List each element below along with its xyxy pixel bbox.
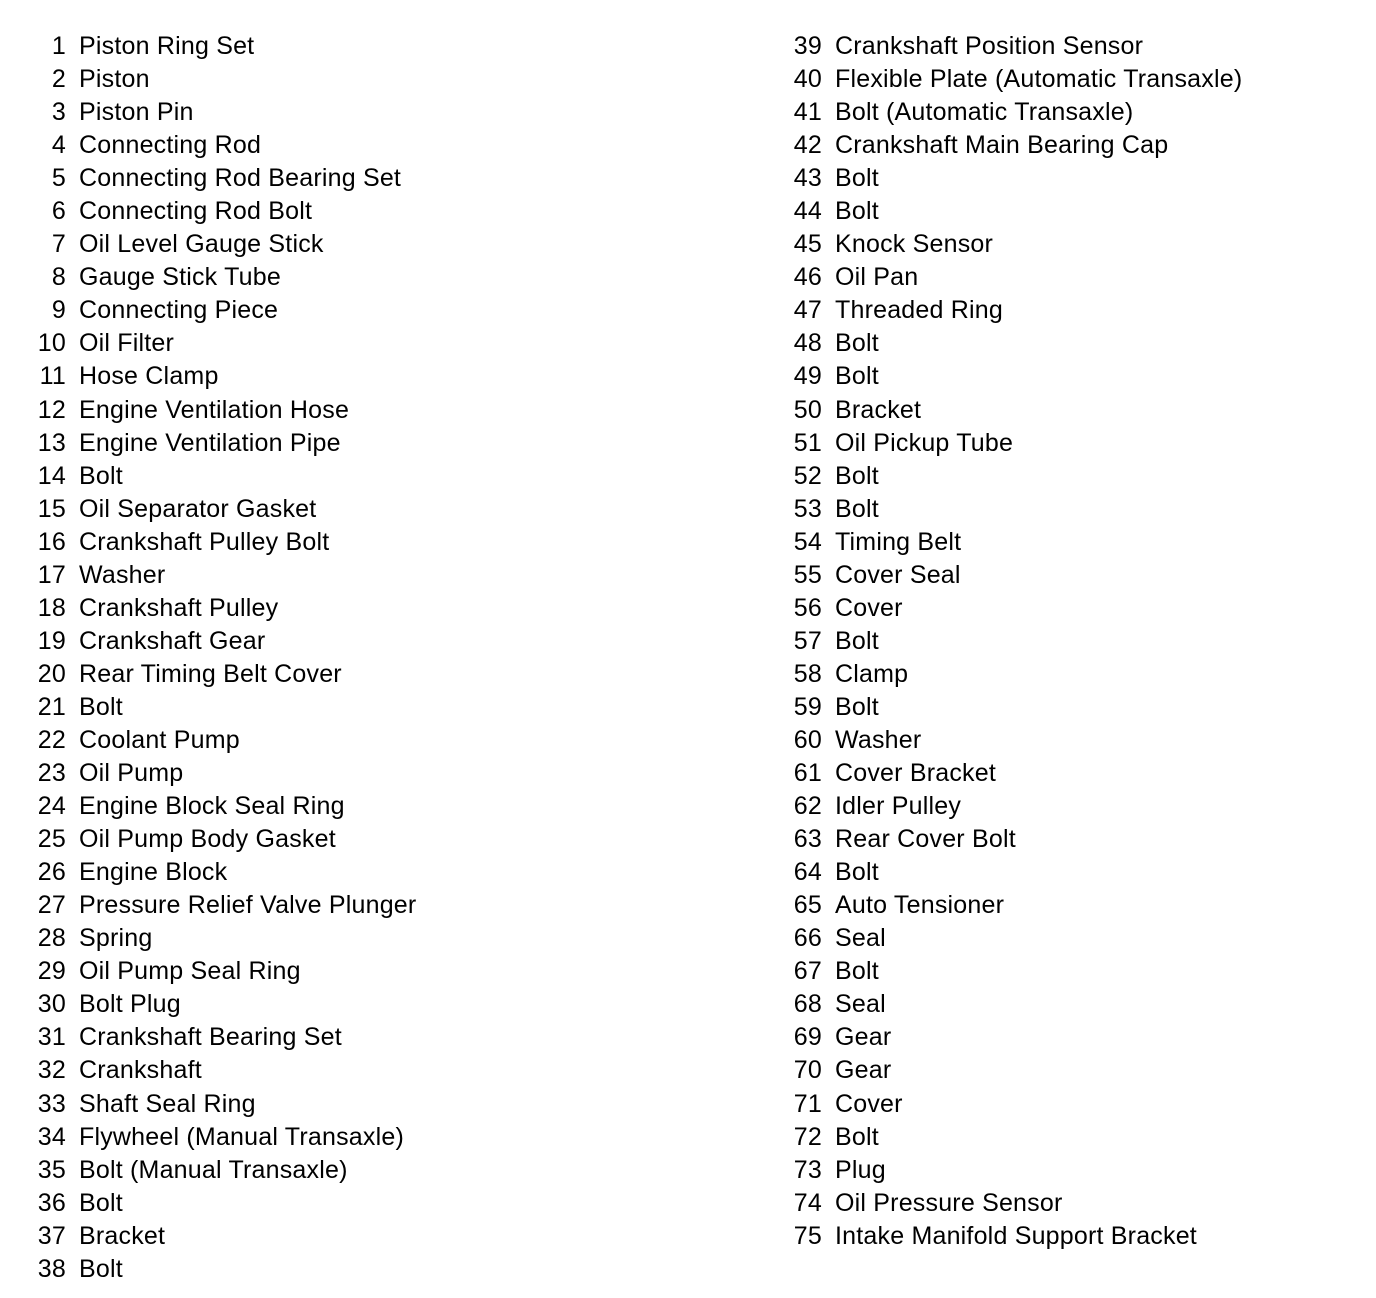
legend-item — [20, 559, 416, 592]
legend-item — [776, 129, 1242, 162]
legend-item — [20, 988, 416, 1021]
legend-item-label: Crankshaft Bearing Set — [79, 1023, 342, 1052]
legend-item — [20, 625, 416, 658]
legend-item-label: Bolt — [835, 461, 879, 490]
legend-item — [20, 195, 416, 228]
legend-item-label: Oil Separator Gasket — [79, 494, 317, 523]
legend-item-label: Spring — [79, 924, 153, 953]
legend-item — [20, 1054, 416, 1087]
legend-item — [20, 592, 416, 625]
legend-item-label: Piston — [79, 65, 150, 94]
legend-item-number: 24 — [37, 792, 66, 821]
legend-item-number: 74 — [793, 1188, 822, 1217]
legend-item-label: Connecting Rod Bearing Set — [79, 164, 402, 193]
legend-item — [20, 460, 416, 493]
legend-item-number: 73 — [793, 1155, 822, 1184]
legend-item — [20, 955, 416, 988]
legend-item-number: 15 — [37, 494, 66, 523]
legend-item-label: Oil Pressure Sensor — [835, 1188, 1063, 1217]
legend-item — [20, 261, 416, 294]
legend-item — [776, 889, 1242, 922]
legend-item — [776, 559, 1242, 592]
legend-item — [20, 691, 416, 724]
legend-item-number: 57 — [793, 626, 822, 655]
legend-item-label: Cover Seal — [835, 560, 961, 589]
legend-item-label: Coolant Pump — [79, 726, 240, 754]
legend-item — [776, 526, 1242, 559]
legend-item-label: Rear Cover Bolt — [835, 825, 1016, 854]
legend-item-label: Bolt — [835, 197, 879, 226]
legend-item-label: Shaft Seal Ring — [79, 1089, 256, 1118]
legend-item-number: 26 — [37, 858, 66, 887]
legend-item-number: 41 — [793, 98, 822, 127]
legend-item-label: Bolt — [79, 1188, 123, 1217]
legend-item-label: Bolt — [835, 329, 879, 358]
legend-item-number: 50 — [793, 395, 822, 424]
legend-item-label: Washer — [835, 726, 922, 754]
legend-item-label: Gauge Stick Tube — [79, 263, 281, 292]
legend-item-number: 28 — [37, 924, 66, 953]
legend-item — [776, 625, 1242, 658]
legend-item-number: 22 — [37, 726, 66, 754]
legend-item — [20, 526, 416, 559]
legend-item-number: 6 — [51, 197, 66, 226]
legend-item-number: 63 — [793, 825, 822, 854]
legend-item-label: Bolt — [835, 692, 879, 721]
legend-item-label: Crankshaft Main Bearing Cap — [835, 131, 1169, 160]
legend-item-label: Crankshaft — [79, 1056, 202, 1085]
legend-item-number: 33 — [37, 1089, 66, 1118]
legend-item-number: 34 — [37, 1122, 66, 1151]
legend-item-number: 8 — [51, 263, 66, 292]
legend-item — [20, 394, 416, 427]
legend-item-number: 27 — [37, 891, 66, 920]
legend-item-label: Crankshaft Gear — [79, 626, 266, 655]
legend-item-label: Bolt — [835, 1122, 879, 1151]
legend-item-number: 65 — [793, 891, 822, 920]
legend-item-number: 69 — [793, 1023, 822, 1052]
legend-item-number: 64 — [793, 858, 822, 887]
legend-item-label: Auto Tensioner — [835, 891, 1005, 920]
legend-item-label: Idler Pulley — [835, 792, 962, 821]
legend-item — [776, 63, 1242, 96]
legend-item-number: 31 — [37, 1023, 66, 1052]
legend-item-number: 38 — [37, 1254, 66, 1283]
legend-item — [776, 1187, 1242, 1220]
legend-item-label: Seal — [835, 990, 886, 1019]
legend-item — [20, 427, 416, 460]
legend-item — [20, 889, 416, 922]
legend-item-number: 55 — [793, 560, 822, 589]
legend-item-label: Gear — [835, 1056, 892, 1085]
legend-item-number: 21 — [37, 692, 66, 721]
legend-item-label: Threaded Ring — [835, 296, 1003, 325]
legend-item — [776, 327, 1242, 360]
legend-item-label: Bolt (Manual Transaxle) — [79, 1155, 348, 1184]
legend-item-number: 35 — [37, 1155, 66, 1184]
legend-item-label: Pressure Relief Valve Plunger — [79, 891, 417, 920]
legend-item-number: 49 — [793, 362, 822, 391]
legend-item-label: Bolt (Automatic Transaxle) — [835, 98, 1134, 127]
legend-item — [776, 1021, 1242, 1054]
legend-item — [776, 162, 1242, 195]
legend-item-number: 5 — [51, 164, 66, 193]
legend-item-label: Knock Sensor — [835, 230, 994, 259]
legend-item-number: 11 — [39, 362, 66, 391]
legend-item-number: 32 — [37, 1056, 66, 1085]
legend-item-label: Piston Pin — [79, 98, 194, 127]
legend-item-number: 42 — [793, 131, 822, 160]
legend-item — [776, 1220, 1242, 1253]
legend-item — [776, 1054, 1242, 1087]
legend-item-label: Crankshaft Pulley Bolt — [79, 527, 330, 556]
legend-item-label: Oil Filter — [79, 329, 175, 358]
legend-item-number: 3 — [51, 98, 66, 127]
legend-item-number: 44 — [793, 197, 822, 226]
legend-item-number: 47 — [793, 296, 822, 325]
legend-item-number: 20 — [37, 659, 66, 688]
legend-item-label: Oil Pan — [835, 263, 919, 292]
legend-item-number: 61 — [793, 759, 822, 788]
legend-item — [20, 1187, 416, 1220]
legend-item — [20, 1154, 416, 1187]
legend-item-number: 4 — [51, 131, 66, 160]
legend-item-number: 12 — [37, 395, 66, 424]
legend-item — [776, 1121, 1242, 1154]
legend-item — [776, 691, 1242, 724]
legend-item-number: 66 — [793, 924, 822, 953]
legend-item-label: Bracket — [79, 1221, 166, 1250]
legend-item-number: 23 — [37, 759, 66, 788]
legend-item-number: 7 — [51, 230, 66, 259]
legend-item — [776, 394, 1242, 427]
legend-item — [20, 1220, 416, 1253]
legend-item-label: Bolt — [79, 692, 123, 721]
legend-item-label: Bolt — [835, 494, 879, 523]
legend-item — [776, 30, 1242, 63]
legend-item — [20, 327, 416, 360]
legend-item — [20, 63, 416, 96]
legend-item — [776, 724, 1242, 757]
legend-item-label: Washer — [79, 560, 166, 589]
legend-item-label: Bolt Plug — [79, 990, 181, 1019]
legend-item-label: Bolt — [835, 164, 879, 193]
legend-item-label: Oil Pickup Tube — [835, 428, 1014, 457]
legend-item-label: Oil Pump Seal Ring — [79, 957, 301, 986]
legend-item-label: Connecting Rod — [79, 131, 262, 160]
legend-item-number: 72 — [793, 1122, 822, 1151]
legend-item — [20, 493, 416, 526]
legend-item-number: 54 — [793, 527, 822, 556]
legend-item — [776, 360, 1242, 393]
legend-item-label: Cover Bracket — [835, 759, 996, 788]
legend-item-number: 48 — [793, 329, 822, 358]
legend-item-label: Engine Block Seal Ring — [79, 792, 345, 821]
legend-item — [776, 195, 1242, 228]
legend-item-label: Flywheel (Manual Transaxle) — [79, 1122, 404, 1151]
legend-item — [776, 988, 1242, 1021]
legend-item — [776, 460, 1242, 493]
legend-item-label: Bolt — [835, 858, 879, 887]
legend-item-label: Oil Pump — [79, 759, 184, 788]
legend-item — [20, 162, 416, 195]
legend-item-number: 13 — [37, 428, 66, 457]
legend-item-number: 18 — [37, 593, 66, 622]
legend-item-number: 37 — [37, 1221, 66, 1250]
legend-item-number: 53 — [793, 494, 822, 523]
legend-item-label: Gear — [835, 1023, 892, 1052]
legend-item-number: 25 — [37, 825, 66, 854]
legend-item-number: 19 — [37, 626, 66, 655]
legend-item-label: Bolt — [835, 626, 879, 655]
legend-item-label: Clamp — [835, 659, 909, 688]
legend-item-number: 14 — [37, 461, 66, 490]
legend-item — [776, 955, 1242, 988]
legend-item-label: Bolt — [79, 461, 123, 490]
legend-item — [20, 129, 416, 162]
legend-item — [20, 228, 416, 261]
legend-item — [20, 30, 416, 63]
legend-item — [20, 922, 416, 955]
legend-item — [776, 261, 1242, 294]
legend-item-number: 75 — [793, 1221, 822, 1250]
legend-item — [20, 360, 416, 393]
legend-item — [20, 294, 416, 327]
legend-item — [776, 493, 1242, 526]
legend-item-number: 71 — [793, 1089, 822, 1118]
legend-item-number: 36 — [37, 1188, 66, 1217]
legend-item — [776, 228, 1242, 261]
legend-item-number: 40 — [793, 65, 822, 94]
legend-item-number: 1 — [51, 32, 66, 61]
legend-item-number: 10 — [37, 329, 66, 358]
legend-item-label: Engine Ventilation Hose — [79, 395, 350, 424]
legend-item-number: 29 — [37, 957, 66, 986]
legend-item-number: 51 — [793, 428, 822, 457]
legend-item-label: Bracket — [835, 395, 922, 424]
legend-item — [776, 1088, 1242, 1121]
legend-item-number: 2 — [51, 65, 66, 94]
legend-item-label: Crankshaft Pulley — [79, 593, 279, 622]
legend-item-label: Flexible Plate (Automatic Transaxle) — [835, 65, 1243, 94]
legend-item-label: Bolt — [835, 362, 879, 391]
legend-item — [776, 757, 1242, 790]
legend-item — [776, 790, 1242, 823]
legend-item — [20, 1253, 416, 1286]
legend-item — [776, 922, 1242, 955]
legend-item-number: 9 — [51, 296, 66, 325]
legend-item-number: 52 — [793, 461, 822, 490]
legend-item-number: 46 — [793, 263, 822, 292]
legend-item-label: Cover — [835, 1089, 903, 1118]
legend-item-number: 43 — [793, 164, 822, 193]
legend-item-label: Oil Level Gauge Stick — [79, 230, 324, 259]
legend-item-label: Engine Ventilation Pipe — [79, 428, 341, 457]
legend-item-number: 59 — [793, 692, 822, 721]
legend-item — [20, 658, 416, 691]
legend-item-number: 39 — [793, 32, 822, 61]
legend-column-right — [776, 30, 1242, 1253]
legend-item-label: Plug — [835, 1155, 886, 1184]
legend-item-number: 70 — [793, 1056, 822, 1085]
legend-item — [776, 658, 1242, 691]
legend-item — [776, 294, 1242, 327]
legend-item-number: 67 — [793, 957, 822, 986]
legend-item — [20, 1121, 416, 1154]
legend-item — [776, 96, 1242, 129]
legend-item-label: Bolt — [79, 1254, 123, 1283]
legend-item-number: 60 — [793, 726, 822, 754]
legend-item-number: 58 — [793, 659, 822, 688]
legend-item-number: 62 — [793, 792, 822, 821]
legend-item — [776, 592, 1242, 625]
legend-item-label: Engine Block — [79, 858, 228, 887]
legend-item-label: Piston Ring Set — [79, 32, 255, 61]
legend-item-number: 16 — [37, 527, 66, 556]
legend-item — [20, 96, 416, 129]
legend-item-number: 68 — [793, 990, 822, 1019]
legend-item-label: Crankshaft Position Sensor — [835, 32, 1144, 61]
legend-item-label: Connecting Piece — [79, 296, 279, 325]
legend-item — [20, 1021, 416, 1054]
legend-item — [776, 1154, 1242, 1187]
legend-item — [20, 757, 416, 790]
legend-item — [776, 427, 1242, 460]
legend-item — [776, 823, 1242, 856]
legend-item — [20, 856, 416, 889]
legend-item-label: Cover — [835, 593, 903, 622]
legend-item-number: 30 — [37, 990, 66, 1019]
legend-item-label: Timing Belt — [835, 527, 962, 556]
legend-item-number: 45 — [793, 230, 822, 259]
legend-item-label: Oil Pump Body Gasket — [79, 825, 336, 854]
legend-item-number: 56 — [793, 593, 822, 622]
legend-item — [20, 823, 416, 856]
legend-item — [776, 856, 1242, 889]
legend-item-label: Seal — [835, 924, 886, 953]
legend-item-label: Bolt — [835, 957, 879, 986]
legend-item-number: 17 — [37, 560, 66, 589]
legend-item — [20, 790, 416, 823]
legend-item-label: Intake Manifold Support Bracket — [835, 1221, 1197, 1250]
legend-item-label: Connecting Rod Bolt — [79, 197, 313, 226]
legend-item — [20, 1088, 416, 1121]
legend-column-left — [20, 30, 416, 1286]
legend-item — [20, 724, 416, 757]
legend-item-label: Rear Timing Belt Cover — [79, 659, 342, 688]
legend-item-label: Hose Clamp — [79, 362, 219, 391]
